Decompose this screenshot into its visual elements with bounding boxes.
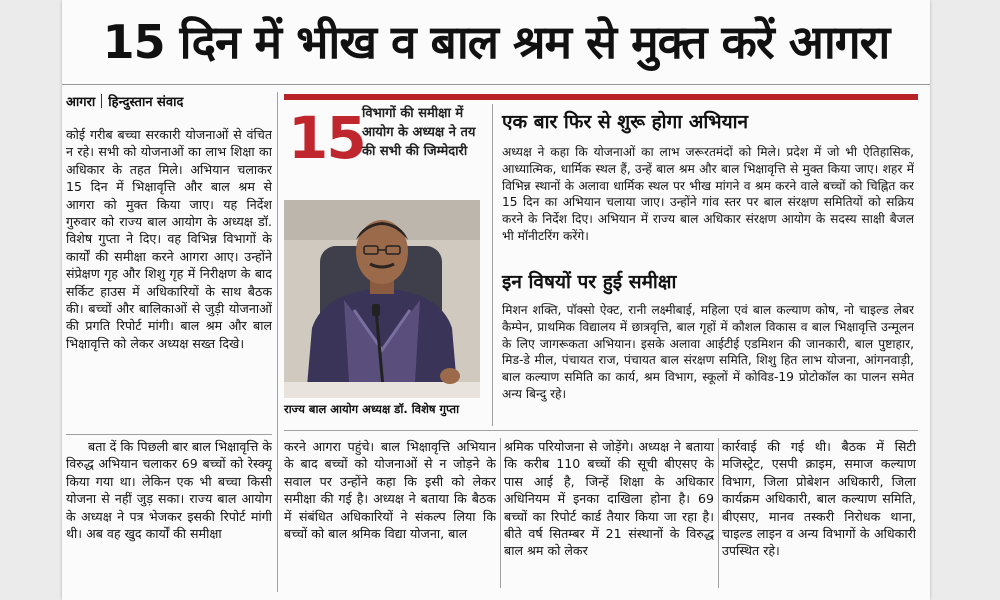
section1-heading: एक बार फिर से शुरू होगा अभियान: [502, 111, 749, 133]
newspaper-clipping: [62, 0, 930, 600]
intro-paragraph: कोई गरीब बच्चा सरकारी योजनाओं से वंचित न रहे। सभी को योजनाओं का लाभ शिक्षा का अधिकार के तहत मिले। अभियान चलाकर 15 दिन में भिक्षावृत्ति और बाल श्रम से आगरा को मुक्त किया जाए। यह निर्देश गुरुवार को राज्य बाल आयोग के अध्यक्ष डॉ. विशेष गुप्ता ने दिए। वह विभिन्न विभागों के कार्यों की समीक्षा करने आगरा आए। उन्होंने संप्रेक्षण गृह और शिशु गृह में निरीक्षण के बाद सर्किट हाउस में अधिकारियों के साथ बैठक की। बच्चों और बालिकाओं से जुड़ी योजनाओं की प्रगति रिपोर्ट मांगी। बाल श्रम और बाल भिक्षावृत्ति को लेकर अध्यक्ष सख्त दिखे।: [66, 127, 272, 351]
chairman-photo-image: [284, 200, 480, 398]
byline-separator: [101, 94, 102, 108]
column-2: [284, 438, 496, 588]
section1-paragraph: अध्यक्ष ने कहा कि योजनाओं का लाभ जरूरतमंदों को मिले। प्रदेश में जो भी ऐतिहासिक, आध्यात्मिक, धार्मिक स्थल हैं, उन्हें बाल श्रम और बाल भिक्षावृत्ति से मुक्त किया जाए। शहर में विभिन्न स्थानों के अलावा धार्मिक स्थल पर भीख मांगने व श्रम करने वाले बच्चों को चिह्नित कर 15 दिन का अभियान चलाया जाए। उन्होंने गांव स्तर पर बाल संरक्षण समितियों को सक्रिय करने के निर्देश दिए। अभियान में राज्य बाल अधिकार संरक्षण आयोग के सदस्य साक्षी बैजल भी मॉनीटरिंग करेंगे।: [502, 145, 914, 243]
chairman-photo: [284, 200, 480, 398]
intro-column: [66, 126, 272, 438]
byline: [66, 92, 183, 110]
callout-number: 15: [288, 104, 365, 172]
photo-caption: राज्य बाल आयोग अध्यक्ष डॉ. विशेष गुप्ता: [284, 402, 460, 416]
col1-paragraph: बता दें कि पिछली बार बाल भिक्षावृत्ति के विरुद्ध अभियान चलाकर 69 बच्चों को रेस्क्यू किया गया था। लेकिन एक भी बच्चा किसी योजना से नहीं जुड़ सका। राज्य बाल आयोग के अध्यक्ष ने पत्र भेजकर इसकी रिपोर्ट मांगी थी। अब वह खुद कार्यों की समीक्षा: [66, 439, 272, 542]
column-divider-v1: [277, 92, 278, 592]
headline: 15 दिन में भीख व बाल श्रम से मुक्त करें आगरा: [102, 15, 890, 69]
byline-place: आगरा: [66, 95, 96, 110]
section2-body: [502, 302, 914, 420]
col3-paragraph: श्रमिक परियोजना से जोड़ेंगे। अध्यक्ष ने बताया कि करीब 110 बच्चों की सूची बीएसए के पास आई है, जिन्हें शिक्षा के अधिकार अधिनियम में इनका दाखिला होना है। 69 बच्चों का रिपोर्ट कार्ड तैयार किया जा रहा है। बीते वर्ष सितम्बर में 21 संस्थानों के विरुद्ध बाल श्रम को लेकर: [504, 439, 714, 559]
column-divider-v3: [500, 438, 501, 588]
callout-text: विभागों की समीक्षा में आयोग के अध्यक्ष ने तय की सभी की जिम्मेदारी: [362, 106, 476, 159]
section2-heading: इन विषयों पर हुई समीक्षा: [502, 271, 677, 293]
column-divider-h1: [66, 434, 272, 435]
col4-paragraph: कार्रवाई की गई थी। बैठक में सिटी मजिस्ट्रेट, एसपी क्राइम, समाज कल्याण विभाग, जिला प्रोबेशन अधिकारी, जिला कार्यक्रम अधिकारी, बाल कल्याण समिति, बीएसए, मानव तस्करी निरोधक थाना, चाइल्ड लाइन व अन्य विभागों के अधिकारी उपस्थित रहे।: [722, 439, 916, 559]
column-3: [504, 438, 714, 588]
section2-paragraph: मिशन शक्ति, पॉक्सो ऐक्ट, रानी लक्ष्मीबाई, महिला एवं बाल कल्याण कोष, नो चाइल्ड लेबर कैम्पेन, प्राथमिक विद्यालय में छात्रवृत्ति, बाल गृहों में कौशल विकास व बाल भिक्षावृत्ति उन्मूलन के लिए जागरूकता अभियान। इसके अलावा आईटीई एडमिशन की जानकारी, बाल पुष्टाहार, मिड-डे मील, पंचायत राज, पंचायत बाल संरक्षण समिति, शिशु हित लाभ योजना, आंगनवाड़ी, बाल कल्याण समिति का कार्य, श्रम विभाग, स्कूलों में कोविड-19 प्रोटोकॉल का पालन समेत अन्य बिन्दु रहे।: [502, 303, 914, 401]
column-1-continued: [66, 438, 272, 588]
column-divider-h2: [284, 430, 918, 431]
section1-body: [502, 144, 914, 264]
headline-divider: [62, 84, 930, 85]
col2-paragraph: करने आगरा पहुंचे। बाल भिक्षावृत्ति अभियान के बाद बच्चों को योजनाओं से न जोड़ने के सवाल पर उन्होंने कहा कि इसी को लेकर समीक्षा की गई है। अध्यक्ष ने बताया कि बैठक में संबंधित अधिकारियों ने संकल्प लिया कि बच्चों को बाल श्रमिक विद्या योजना, बाल: [284, 439, 496, 542]
section-accent-bar: [284, 94, 918, 100]
column-4: [722, 438, 916, 588]
byline-source: हिन्दुस्तान संवाद: [108, 95, 184, 110]
column-divider-v2: [492, 104, 493, 426]
column-divider-v4: [718, 438, 719, 588]
